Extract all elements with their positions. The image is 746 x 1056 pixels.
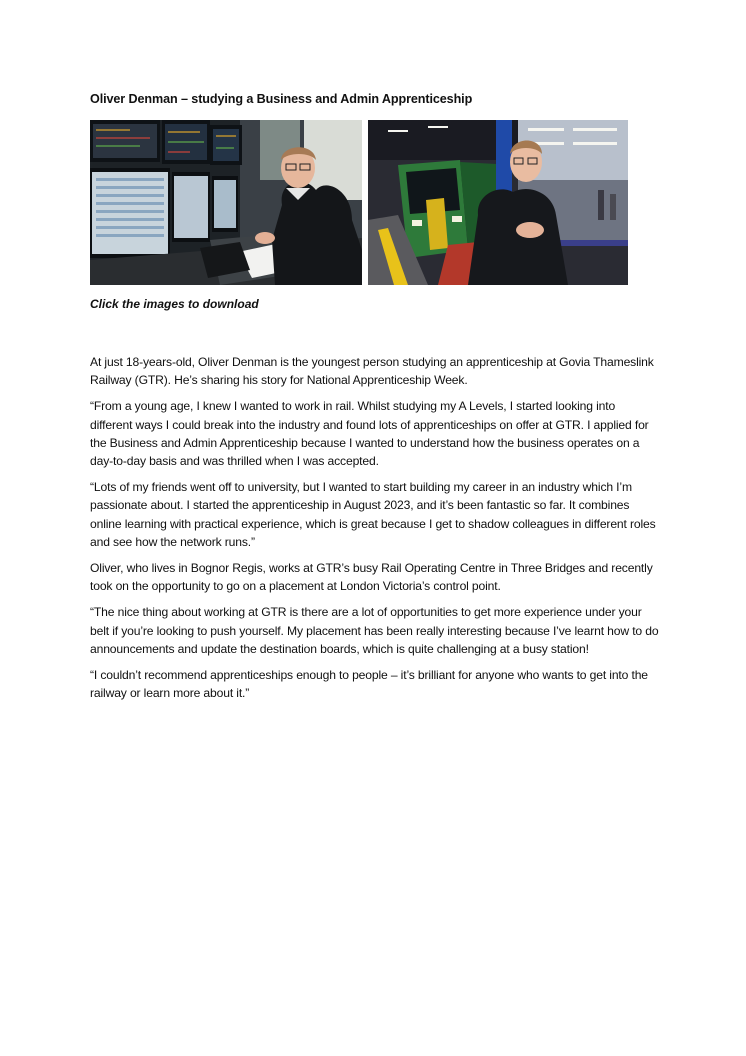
paragraph: “The nice thing about working at GTR is there are a lot of opportunities to get more experience under your belt if you’re looking to push yourself. My placement has been really interesting because I’ve learnt how to do announcements and update the destination boards, which is quite challenging at a busy station!	[90, 605, 659, 656]
download-caption: Click the images to download	[90, 297, 259, 311]
article-title: Oliver Denman – studying a Business and Admin Apprenticeship	[90, 92, 473, 106]
paragraph: “I couldn’t recommend apprenticeships enough to people – it’s brilliant for anyone who wants to get into the railway or learn more about it.”	[90, 668, 648, 701]
article-body	[90, 353, 660, 710]
paragraph: “Lots of my friends went off to university, but I wanted to start building my career in an industry which I’m passionate about. I started the apprenticeship in August 2023, and it’s been fantastic so far. It combines online learning with practical experience, which is great because I get to shadow colleagues in different roles and see how the network runs.”	[90, 480, 656, 549]
paragraph: “From a young age, I knew I wanted to work in rail. Whilst studying my A Levels, I started looking into different ways I could break into the industry and found lots of apprenticeships on offer at GTR. I applied for the Business and Admin Apprenticeship because I wanted to understand how the business operates on a day-to-day basis and was thrilled when I was accepted.	[90, 399, 649, 469]
platform-photo[interactable]	[368, 120, 628, 285]
paragraph: Oliver, who lives in Bognor Regis, works at GTR’s busy Rail Operating Centre in Three Bridges and recently took on the opportunity to go on a placement at London Victoria’s control point.	[90, 561, 653, 594]
paragraph: At just 18-years-old, Oliver Denman is the youngest person studying an apprenticeship at Govia Thameslink Railway (GTR). He’s sharing his story for National Apprenticeship Week.	[90, 355, 654, 388]
platform-image	[368, 120, 628, 285]
control-room-image	[90, 120, 362, 285]
control-room-photo[interactable]	[90, 120, 362, 285]
